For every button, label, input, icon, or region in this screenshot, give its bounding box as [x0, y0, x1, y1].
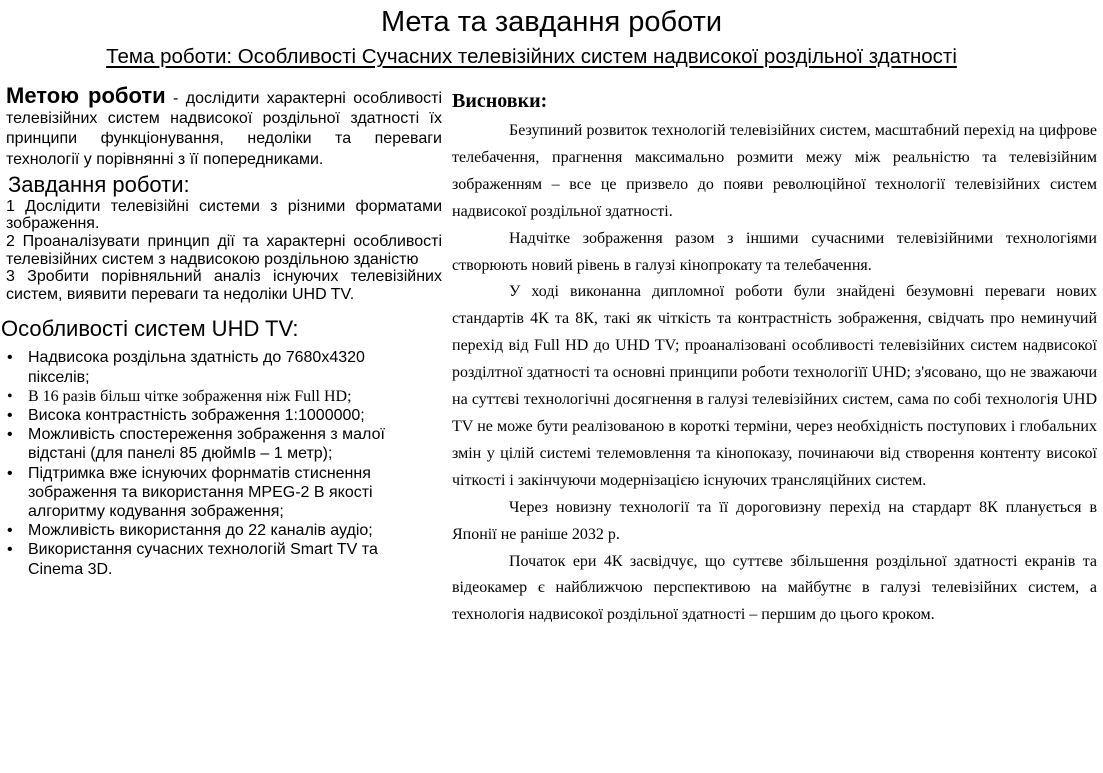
feature-item: • Надвисока роздільна здатність до 7680x4320 пікселів; — [28, 348, 428, 386]
goal-paragraph — [6, 83, 443, 170]
topic-subtitle: Тема роботи: Особливості Сучасних телевізійних систем надвисокої роздільної здатності — [106, 45, 957, 68]
conclusion-paragraph: Через новизну технології та її дороговизну перехід на стардарт 8К планується в Японії не раніше 2032 р. — [452, 498, 1097, 543]
left-column — [1, 83, 443, 579]
feature-item: • Підтримка вже існуючих форнматів стиснення зображення та використання MPEG-2 В якості алгоритму кодування зображення; — [28, 464, 428, 522]
task-item: 2 Проаналізувати принцип дії та характерні особливості телевізійних систем з надвисокою роздільною зданістю — [6, 233, 442, 268]
conclusion-paragraph: Початок ери 4К засвідчує, що суттєве збільшення роздільної здатності екранів та відеокамер є найближчою перспективою на майбутнє в галузі телевізійних систем, а технологія надвисокої роздільної здатності – першим до цього кроком. — [452, 552, 1097, 624]
page-title: Мета та завдання роботи — [380, 6, 723, 38]
tasks-heading: Завдання роботи: — [8, 171, 190, 197]
conclusion-paragraph: Безупиний розвиток технологій телевізійних систем, масштабний перехід на цифрове телебачення, прагнення максимально розмити межу між реальністю та телевізійним зображенням – все це призвело до появи революційної технології телевізійних систем надвисокої роздільної здатності. — [452, 122, 1097, 220]
feature-item: • В 16 разів більш чітке зображення ніж Full HD; — [28, 387, 428, 406]
task-item: 3 Зробити порівняльний аналіз існуючих телевізійних систем, виявити переваги та недоліки UHD TV. — [6, 268, 442, 303]
uhd-features-heading: Особливості систем UHD TV: — [1, 316, 299, 342]
goal-dash: - — [165, 90, 186, 107]
goal-lead: Метою роботи — [6, 83, 166, 108]
conclusions-column — [452, 88, 1097, 629]
conclusion-paragraph: Надчіткe зображення разом з іншими сучасними телевізійними технологіями створюють новий рівень в галузі кінопрокату та телебачення. — [452, 229, 1097, 274]
feature-item: • Висока контрастність зображення 1:1000000; — [28, 406, 428, 425]
feature-item: • Можливість використання до 22 каналів аудіо; — [28, 521, 428, 540]
feature-item: • Використання сучасних технологій Smart TV та Cinema 3D. — [28, 540, 428, 578]
conclusion-paragraph: У ході виконанна дипломної роботи були знайдені безумовні переваги нових стандартів 4К та 8К, такі як чіткість та контрастність зображення, свідчать про неминучий перехід від Full HD до UHD TV; проаналізовані особливості телевізійних систем надвисокої розділтної здатності та основні принципи роботи технологіїї UHD; з'ясовано, що не зважаючи на суттєві технологічні досягнення в галузі телевізійних систем, сама по собі технологія UHD TV не може бути реалізованою в короткі терміни, через необхідність поступових і глобальних змін у цілій системі телемовлення та кінопоказу, починаючи від створення контенту високої чіткості і закінчуючи модернізацією існуючих трансляційних систем. — [452, 283, 1097, 489]
task-item: 1 Дослідити телевізійні системи з різними форматами зображення. — [6, 197, 442, 233]
feature-item: • Можливість спостереження зображення з малої відстані (для панелі 85 дюймІв – 1 метр); — [28, 425, 428, 463]
goal-text: дослідити характерні особливості телевізійних систем надвисокої роздільної здатності їх принципи функціонування, недоліки та переваги технології у порівнянні з її попередниками. — [6, 90, 443, 168]
uhd-features-list — [6, 348, 428, 578]
conclusions-heading: Висновки: — [452, 90, 548, 112]
